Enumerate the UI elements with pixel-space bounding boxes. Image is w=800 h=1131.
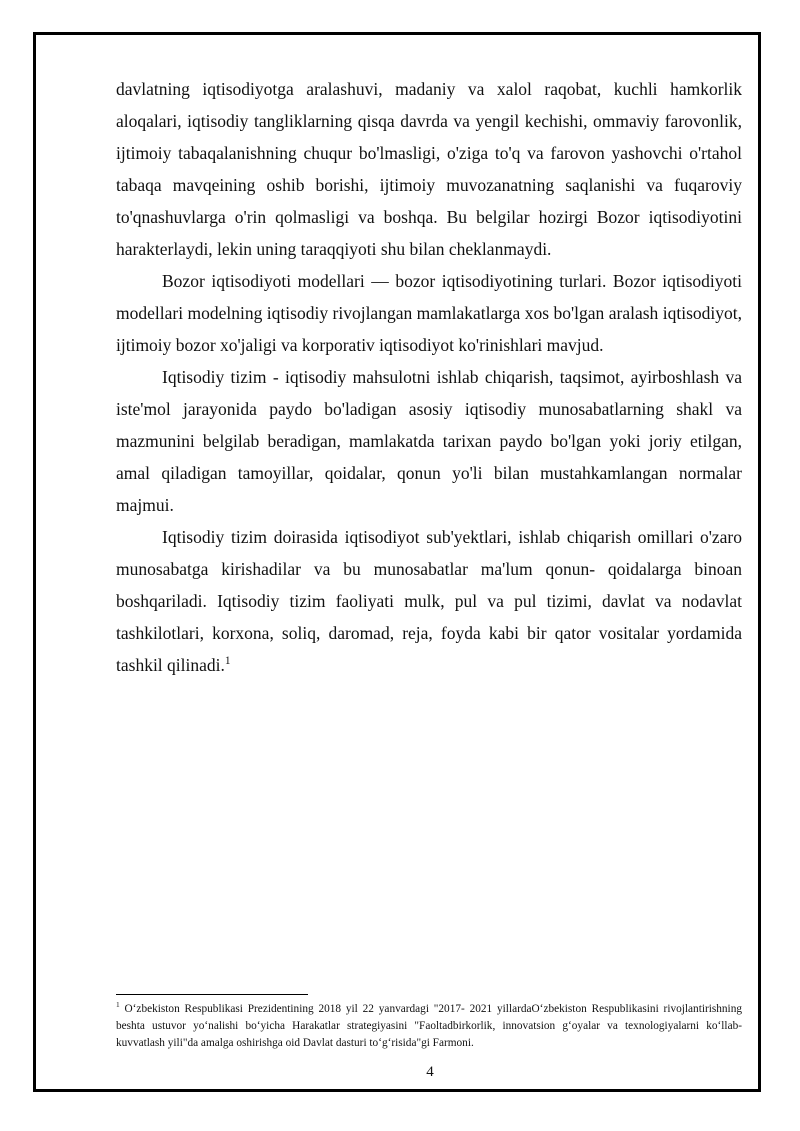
- footnote-reference[interactable]: 1: [224, 655, 231, 668]
- footnote-text: O‘zbekiston Respublikasi Prezidentining 2018 yil 22 yanvardagi "2017- 2021 yillardaO‘zbekiston Respublikasini rivojlantirishning beshta ustuvor yo‘nalishi bo‘yicha Harakatlar strategiyasini "Faoltadbirkorlik, innovatsion g‘oyalar va texnologiyalarni ko‘llab-kuvvatlash yili"da amalga oshirishga oid Davlat dasturi to‘g‘risida"gi Farmoni.: [116, 1003, 742, 1049]
- paragraph-4-text: Iqtisodiy tizim doirasida iqtisodiyot sub'yektlari, ishlab chiqarish omillari o'zaro munosabatga kirishadilar va bu munosabatlar ma'lum qonun- qoidalarga binoan boshqariladi. Iqtisodiy tizim faoliyati mulk, pul va pul tizimi, davlat va nodavlat tashkilotlari, korxona, soliq, daromad, reja, foyda kabi bir qator vositalar yordamida tashkil qilinadi.: [116, 527, 742, 675]
- paragraph-1: davlatning iqtisodiyotga aralashuvi, madaniy va xalol raqobat, kuchli hamkorlik aloqalari, iqtisodiy tangliklarning qisqa davrda va yengil kechishi, ommaviy farovonlik, ijtimoiy tabaqalanishning chuqur bo'lmasligi, o'ziga to'q va farovon yashovchi o'rtahol tabaqa mavqeining oshib borishi, ijtimoiy muvozanatning saqlanishi va fuqaroviy to'qnashuvlarga o'rin qolmasligi va boshqa. Bu belgilar hozirgi Bozor iqtisodiyotini harakterlaydi, lekin uning taraqqiyoti shu bilan cheklanmaydi.: [116, 79, 742, 259]
- paragraph-4: [116, 521, 742, 681]
- footnote: [116, 1001, 742, 1052]
- page-number: 4: [426, 1064, 434, 1080]
- paragraph-3: Iqtisodiy tizim - iqtisodiy mahsulotni ishlab chiqarish, taqsimot, ayirboshlash va iste'mol jarayonida paydo bo'ladigan asosiy iqtisodiy munosabatlarning shakl va mazmunini belgilab beradigan, mamlakatda tarixan paydo bo'lgan yoki joriy etilgan, amal qiladigan tamoyillar, qoidalar, qonun yo'li bilan mustahkamlangan normalar majmui.: [116, 367, 742, 515]
- footnote-marker: 1: [116, 1000, 120, 1010]
- body-text: [116, 73, 742, 681]
- paragraph-2: Bozor iqtisodiyoti modellari — bozor iqtisodiyotining turlari. Bozor iqtisodiyoti modellari modelning iqtisodiy rivojlangan mamlakatlarga xos bo'lgan aralash iqtisodiyot, ijtimoiy bozor xo'jaligi va korporativ iqtisodiyot ko'rinishlari mavjud.: [116, 271, 742, 355]
- footnote-separator: [116, 994, 308, 995]
